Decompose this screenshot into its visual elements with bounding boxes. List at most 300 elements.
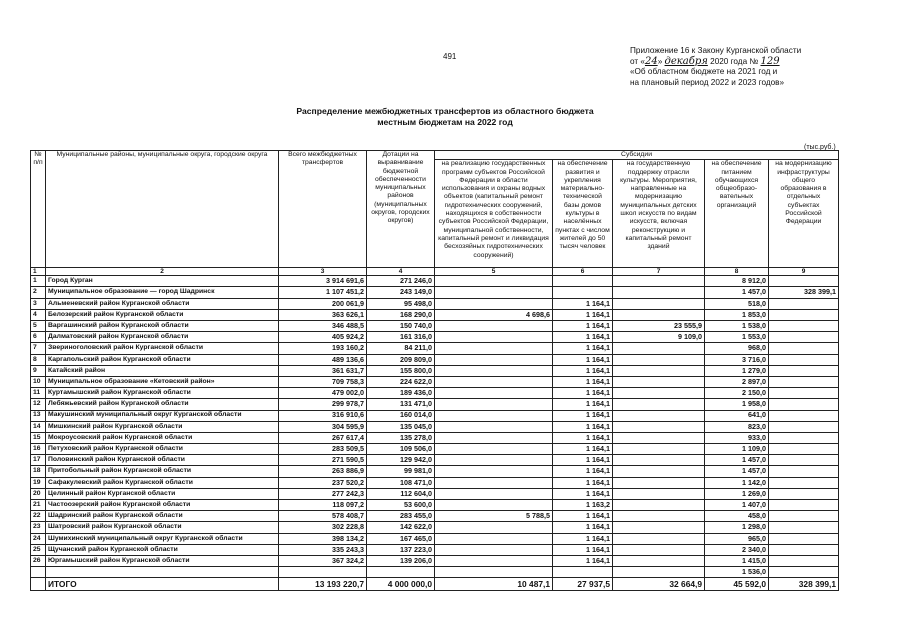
amount-cell [435,388,553,399]
amount-cell: 367 324,2 [279,555,367,566]
row-number: 13 [31,410,46,421]
empty-cell [435,567,553,578]
total-row [31,578,839,591]
amount-cell: 335 243,3 [279,544,367,555]
amount-cell [769,354,839,365]
amount-cell: 267 617,4 [279,432,367,443]
amount-cell: 271 590,5 [279,455,367,466]
amount-cell [435,298,553,309]
amount-cell: 129 942,0 [367,455,435,466]
amount-cell [435,455,553,466]
row-number: 4 [31,309,46,320]
table-row [31,567,839,578]
amount-cell: 1 164,1 [553,477,613,488]
row-number: 26 [31,555,46,566]
amount-cell: 1 164,1 [553,522,613,533]
amount-cell [769,432,839,443]
column-number: 6 [553,268,613,276]
empty-cell [46,567,279,578]
municipality-name: Шатровский район Курганской области [46,522,279,533]
amount-cell: 641,0 [705,410,769,421]
table-row [31,343,839,354]
empty-cell [553,567,613,578]
amount-cell: 112 604,0 [367,488,435,499]
amount-cell [769,500,839,511]
column-number: 5 [435,268,553,276]
total-amount: 45 592,0 [705,578,769,591]
municipality-name: Притобольный район Курганской области [46,466,279,477]
municipality-name: Каргапольский район Курганской области [46,354,279,365]
amount-cell: 578 408,7 [279,511,367,522]
table-row [31,332,839,343]
table-row [31,544,839,555]
amount-cell [435,466,553,477]
amount-cell: 1 164,1 [553,444,613,455]
amount-cell: 118 097,2 [279,500,367,511]
amount-cell: 99 981,0 [367,466,435,477]
municipality-name: Муниципальное образование — город Шадринск [46,287,279,298]
table-row [31,298,839,309]
amount-cell [769,555,839,566]
amount-cell [769,544,839,555]
amount-cell: 363 626,1 [279,309,367,320]
appendix-line1: Приложение 16 к Закону Курганской области [630,46,802,55]
amount-cell: 168 290,0 [367,309,435,320]
amount-cell [613,399,705,410]
amount-cell [435,365,553,376]
amount-cell [769,477,839,488]
amount-cell: 398 134,2 [279,533,367,544]
amount-cell: 23 555,9 [613,321,705,332]
amount-cell: 142 622,0 [367,522,435,533]
amount-cell: 243 149,0 [367,287,435,298]
amount-cell: 155 800,0 [367,365,435,376]
amount-cell: 277 242,3 [279,488,367,499]
header-subsidy-water: на реализацию государственных программ субъектов Российской Федерации в области использования и охраны водных объектов (капитальный ремонт гидротехнических сооружений, находящихся в собственности субъектов Российской Федерации, муниципальной собственности, капитальный ремонт и ликвидация бесхозяйных гидротехнических сооружений) [435,160,553,268]
amount-cell: 1 142,0 [705,477,769,488]
amount-cell [613,466,705,477]
row-number: 8 [31,354,46,365]
amount-cell: 1 415,0 [705,555,769,566]
amount-cell: 1 164,1 [553,555,613,566]
amount-cell: 53 600,0 [367,500,435,511]
row-number: 1 [31,276,46,287]
row-number: 18 [31,466,46,477]
amount-cell: 933,0 [705,432,769,443]
amount-cell: 405 924,2 [279,332,367,343]
header-subsidy-infrastructure: на модернизацию инфраструктуры общего образования в отдельных субъектах Российской Федерации [769,160,839,268]
amount-cell: 1 164,1 [553,511,613,522]
amount-cell: 965,0 [705,533,769,544]
amount-cell [613,410,705,421]
appendix-day: 24 [644,55,658,67]
table-row [31,511,839,522]
column-number: 2 [46,268,279,276]
amount-cell: 209 809,0 [367,354,435,365]
amount-cell [435,500,553,511]
amount-cell [769,421,839,432]
empty-cell [367,567,435,578]
table-row [31,421,839,432]
amount-cell [553,287,613,298]
amount-cell [435,488,553,499]
appendix-law-number: 129 [760,55,780,67]
municipality-name: Альменевский район Курганской области [46,298,279,309]
appendix-header [630,46,900,88]
amount-cell: 224 622,0 [367,376,435,387]
amount-cell: 1 164,1 [553,354,613,365]
municipality-name: Куртамышский район Курганской области [46,388,279,399]
municipality-name: Катайский район [46,365,279,376]
amount-cell: 8 912,0 [705,276,769,287]
amount-cell [613,421,705,432]
column-number: 7 [613,268,705,276]
amount-cell [435,321,553,332]
appendix-line4: на плановый период 2022 и 2023 годов» [630,77,785,87]
amount-cell [613,354,705,365]
amount-cell [613,343,705,354]
row-number: 9 [31,365,46,376]
amount-cell: 84 211,0 [367,343,435,354]
appendix-date-mid: » [657,56,663,66]
municipality-name: Макушинский муниципальный округ Курганской области [46,410,279,421]
column-number-row [31,268,839,276]
municipality-name: Звериноголовский район Курганской области [46,343,279,354]
column-number: 3 [279,268,367,276]
amount-cell [613,432,705,443]
amount-cell: 189 436,0 [367,388,435,399]
amount-cell [613,522,705,533]
amount-cell: 9 109,0 [613,332,705,343]
amount-cell: 1 457,0 [705,455,769,466]
amount-cell: 1 164,1 [553,421,613,432]
amount-cell [613,309,705,320]
amount-cell [769,376,839,387]
amount-cell: 1 298,0 [705,522,769,533]
amount-cell: 1 279,0 [705,365,769,376]
empty-cell [31,567,46,578]
amount-cell: 139 206,0 [367,555,435,566]
amount-cell [769,511,839,522]
amount-cell [613,533,705,544]
amount-cell: 302 228,8 [279,522,367,533]
amount-cell: 361 631,7 [279,365,367,376]
amount-cell: 161 316,0 [367,332,435,343]
amount-cell [435,332,553,343]
amount-cell [613,511,705,522]
municipality-name: Целинный район Курганской области [46,488,279,499]
empty-cell [769,567,839,578]
header-municipality: Муниципальные районы, муниципальные округа, городские округа [46,151,279,268]
amount-cell: 95 498,0 [367,298,435,309]
municipality-name: Половинский район Курганской области [46,455,279,466]
amount-cell: 1 164,1 [553,388,613,399]
amount-cell: 489 136,6 [279,354,367,365]
amount-cell [613,555,705,566]
amount-cell [435,544,553,555]
empty-cell [613,567,705,578]
amount-cell: 1 958,0 [705,399,769,410]
amount-cell [613,544,705,555]
table-row [31,522,839,533]
row-number: 21 [31,500,46,511]
table-row [31,466,839,477]
table-row [31,432,839,443]
amount-cell: 1 164,1 [553,533,613,544]
table-row [31,500,839,511]
municipality-name: Шадринский район Курганской области [46,511,279,522]
amount-cell: 1 164,1 [553,432,613,443]
amount-cell [769,444,839,455]
amount-cell: 1 109,0 [705,444,769,455]
amount-cell: 1 164,1 [553,365,613,376]
amount-cell: 1 164,1 [553,544,613,555]
amount-cell: 109 506,0 [367,444,435,455]
document-title [200,106,690,128]
appendix-date-prefix: от « [630,56,645,66]
amount-cell [769,321,839,332]
amount-cell: 1 164,1 [553,455,613,466]
header-total: Всего межбюджетных трансфертов [279,151,367,268]
table-row [31,399,839,410]
municipality-name: Сафакулевский район Курганской области [46,477,279,488]
amount-cell [435,287,553,298]
amount-cell: 823,0 [705,421,769,432]
amount-cell [435,533,553,544]
column-number: 9 [769,268,839,276]
amount-cell: 709 758,3 [279,376,367,387]
table-row [31,276,839,287]
appendix-year: 2020 года № [710,56,759,66]
municipality-name: Мишкинский район Курганской области [46,421,279,432]
amount-cell: 1 457,0 [705,287,769,298]
municipality-name: Муниципальное образование «Кетовский район» [46,376,279,387]
amount-cell: 518,0 [705,298,769,309]
row-number: 6 [31,332,46,343]
municipality-name: Мокроусовский район Курганской области [46,432,279,443]
total-amount: 328 399,1 [769,578,839,591]
amount-cell: 3 914 691,6 [279,276,367,287]
amount-cell [435,522,553,533]
page-number: 491 [443,52,457,61]
amount-cell: 1 164,1 [553,309,613,320]
amount-cell: 1 164,1 [553,321,613,332]
amount-cell: 135 045,0 [367,421,435,432]
row-number: 2 [31,287,46,298]
amount-cell [613,444,705,455]
amount-cell [435,343,553,354]
row-number: 11 [31,388,46,399]
amount-cell: 5 788,5 [435,511,553,522]
title-line2: местным бюджетам на 2022 год [377,117,513,127]
amount-cell: 1 538,0 [705,321,769,332]
amount-cell: 1 163,2 [553,500,613,511]
header-number: № п/п [31,151,46,268]
table-row [31,455,839,466]
amount-cell: 137 223,0 [367,544,435,555]
table-row [31,488,839,499]
amount-cell: 1 164,1 [553,343,613,354]
amount-cell: 3 716,0 [705,354,769,365]
amount-cell: 2 150,0 [705,388,769,399]
amount-cell [769,533,839,544]
empty-cell [279,567,367,578]
row-number: 25 [31,544,46,555]
amount-cell: 479 002,0 [279,388,367,399]
amount-cell: 150 740,0 [367,321,435,332]
amount-cell: 131 471,0 [367,399,435,410]
amount-cell [435,432,553,443]
municipality-name: Юргамышский район Курганской области [46,555,279,566]
amount-cell: 304 595,9 [279,421,367,432]
row-number: 19 [31,477,46,488]
amount-cell [769,298,839,309]
amount-cell [769,455,839,466]
row-number: 17 [31,455,46,466]
amount-cell: 1 457,0 [705,466,769,477]
transfers-table [30,150,839,591]
amount-cell [435,444,553,455]
municipality-name: Петуховский район Курганской области [46,444,279,455]
amount-cell: 1 164,1 [553,488,613,499]
municipality-name: Белозерский район Курганской области [46,309,279,320]
amount-cell [553,276,613,287]
header-grants: Дотации на выравнивание бюджетной обеспеченности муниципальных районов (муниципальных округов, городских округов) [367,151,435,268]
amount-cell: 1 164,1 [553,298,613,309]
table-row [31,365,839,376]
amount-cell: 263 886,9 [279,466,367,477]
title-line1: Распределение межбюджетных трансфертов из областного бюджета [296,106,594,116]
amount-cell: 1 164,1 [553,376,613,387]
amount-cell [613,365,705,376]
table-row [31,477,839,488]
total-amount: 27 937,5 [553,578,613,591]
row-number: 20 [31,488,46,499]
row-number: 12 [31,399,46,410]
amount-cell [769,522,839,533]
row-number: 7 [31,343,46,354]
column-number: 4 [367,268,435,276]
amount-cell: 135 278,0 [367,432,435,443]
municipality-name: Далматовский район Курганской области [46,332,279,343]
row-number: 15 [31,432,46,443]
amount-cell [769,332,839,343]
amount-cell [769,399,839,410]
amount-cell [769,466,839,477]
amount-cell [613,500,705,511]
row-number: 10 [31,376,46,387]
amount-cell [613,477,705,488]
amount-cell: 299 978,7 [279,399,367,410]
amount-cell: 1 164,1 [553,466,613,477]
amount-cell: 1 536,0 [705,567,769,578]
column-number: 8 [705,268,769,276]
total-amount: 10 487,1 [435,578,553,591]
amount-cell [769,388,839,399]
header-subsidy-culture-houses: на обеспечение развития и укрепления материально-технической базы домов культуры в населённых пунктах с числом жителей до 50 тысяч человек [553,160,613,268]
header-subsidies: Субсидии [435,151,839,160]
amount-cell [613,376,705,387]
amount-cell: 4 698,6 [435,309,553,320]
amount-cell: 160 014,0 [367,410,435,421]
header-subsidy-art-schools: на государственную поддержку отрасли культуры. Мероприятия, направленные на модернизацию муниципальных детских школ искусств по видам искусств, включая реконструкцию и капитальный ремонт зданий [613,160,705,268]
amount-cell [613,388,705,399]
amount-cell: 283 509,5 [279,444,367,455]
amount-cell [613,298,705,309]
row-number: 14 [31,421,46,432]
amount-cell [435,354,553,365]
amount-cell [613,455,705,466]
total-amount: 32 664,9 [613,578,705,591]
table-row [31,376,839,387]
amount-cell: 346 488,5 [279,321,367,332]
row-number: 3 [31,298,46,309]
amount-cell [769,309,839,320]
amount-cell: 193 160,2 [279,343,367,354]
empty-cell [31,578,46,591]
amount-cell: 1 164,1 [553,332,613,343]
table-row [31,410,839,421]
amount-cell: 200 061,9 [279,298,367,309]
amount-cell [613,287,705,298]
row-number: 16 [31,444,46,455]
amount-cell: 1 269,0 [705,488,769,499]
amount-cell: 237 520,2 [279,477,367,488]
appendix-month: декабря [664,55,708,67]
amount-cell [435,477,553,488]
total-amount: 13 193 220,7 [279,578,367,591]
amount-cell [435,376,553,387]
header-subsidy-meals: на обеспечение питанием обучающихся общеобразо-вательных организаций [705,160,769,268]
amount-cell: 1 553,0 [705,332,769,343]
table-row [31,555,839,566]
municipality-name: Варгашинский район Курганской области [46,321,279,332]
amount-cell: 108 471,0 [367,477,435,488]
amount-cell: 271 246,0 [367,276,435,287]
municipality-name: Город Курган [46,276,279,287]
amount-cell: 283 455,0 [367,511,435,522]
row-number: 22 [31,511,46,522]
table-row [31,533,839,544]
column-number: 1 [31,268,46,276]
table-row [31,309,839,320]
amount-cell: 2 340,0 [705,544,769,555]
total-label: ИТОГО [46,578,279,591]
amount-cell [435,276,553,287]
amount-cell [769,343,839,354]
row-number: 23 [31,522,46,533]
amount-cell [769,276,839,287]
row-number: 24 [31,533,46,544]
municipality-name: Частоозерский район Курганской области [46,500,279,511]
amount-cell [435,410,553,421]
amount-cell: 316 910,6 [279,410,367,421]
units-label: (тыс.руб.) [804,144,836,151]
total-amount: 4 000 000,0 [367,578,435,591]
row-number: 5 [31,321,46,332]
amount-cell [435,555,553,566]
amount-cell: 2 897,0 [705,376,769,387]
table-row [31,321,839,332]
amount-cell [769,410,839,421]
amount-cell: 968,0 [705,343,769,354]
amount-cell [769,365,839,376]
amount-cell: 167 465,0 [367,533,435,544]
amount-cell: 458,0 [705,511,769,522]
table-row [31,388,839,399]
table-row [31,354,839,365]
appendix-line3: «Об областном бюджете на 2021 год и [630,67,778,76]
